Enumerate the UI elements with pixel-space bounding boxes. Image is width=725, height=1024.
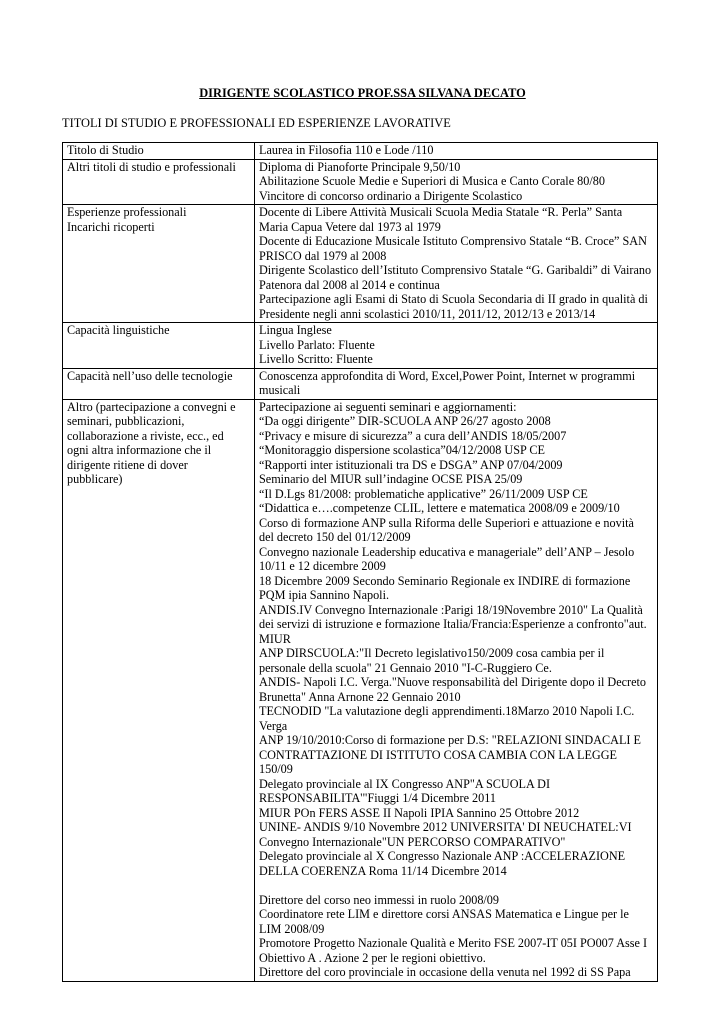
row-value-line: MIUR <box>259 631 291 646</box>
row-value-line: MIUR POn FERS ASSE II Napoli IPIA Sannino 25 Ottobre 2012 <box>259 805 580 820</box>
row-label-cell <box>63 159 255 205</box>
row-value-line: Laurea in Filosofia 110 e Lode /110 <box>259 143 434 157</box>
row-value-line: musicali <box>259 383 301 397</box>
table-row <box>63 368 658 399</box>
row-value-line: Corso di formazione ANP sulla Riforma delle Superiori e attuazione e novità <box>259 515 634 530</box>
row-label-line: dirigente ritiene di dover <box>67 457 188 472</box>
blank-line <box>259 878 654 893</box>
row-label-line: Titolo di Studio <box>67 143 144 157</box>
row-value-line: “Rapporti inter istituzionali tra DS e DSGA” ANP 07/04/2009 <box>259 457 563 472</box>
row-value-line: ANDIS- Napoli I.C. Verga."Nuove responsabilità del Dirigente dopo il Decreto <box>259 675 646 689</box>
row-label-line: Esperienze professionali <box>67 205 187 219</box>
row-value-line: Vincitore di concorso ordinario a Dirigente Scolastico <box>259 188 523 203</box>
row-value-line: TECNODID "La valutazione degli apprendimenti.18Marzo 2010 Napoli I.C. <box>259 704 635 718</box>
row-value-cell <box>255 205 658 323</box>
table-row <box>63 205 658 323</box>
row-label-line: Capacità nell’uso delle tecnologie <box>67 368 233 383</box>
row-value-line: Verga <box>259 718 288 733</box>
table-row <box>63 159 658 205</box>
row-label-line: collaborazione a riviste, ecc., ed <box>67 428 224 443</box>
row-value-line: personale della scuola" 21 Gennaio 2010 "I-C-Ruggiero Ce. <box>259 660 552 675</box>
row-value-line: “Monitoraggio dispersione scolastica”04/12/2008 USP CE <box>259 443 545 457</box>
row-value-line: Livello Scritto: Fluente <box>259 352 373 366</box>
row-label-line: ogni altra informazione che il <box>67 443 212 457</box>
row-value-line: del decreto 150 del 01/12/2009 <box>259 530 411 544</box>
row-value-line: 150/09 <box>259 762 293 776</box>
row-label-cell <box>63 143 255 160</box>
table-row <box>63 143 658 160</box>
row-value-line: Convegno nazionale Leadership educativa e manageriale” dell’ANP – Jesolo <box>259 544 635 559</box>
document-subtitle: TITOLI DI STUDIO E PROFESSIONALI ED ESPERIENZE LAVORATIVE <box>62 116 451 130</box>
row-value-line: PRISCO dal 1979 al 2008 <box>259 248 387 263</box>
row-label-line: Capacità linguistiche <box>67 323 170 337</box>
row-value-line: Livello Parlato: Fluente <box>259 337 375 352</box>
row-value-line: “Privacy e misure di sicurezza” a cura dell’ANDIS 18/05/2007 <box>259 428 567 443</box>
row-value-line: Direttore del coro provinciale in occasione della venuta nel 1992 di SS Papa <box>259 965 631 979</box>
table-row <box>63 399 658 981</box>
row-label-line: Incarichi ricoperti <box>67 219 155 234</box>
row-value-line: “Didattica e….competenze CLIL, lettere e matematica 2008/09 e 2009/10 <box>259 501 620 515</box>
row-value-line: Docente di Educazione Musicale Istituto Comprensivo Statale “B. Croce” SAN <box>259 234 647 248</box>
row-label-cell <box>63 399 255 981</box>
row-value-line: Maria Capua Vetere dal 1973 al 1979 <box>259 219 441 234</box>
row-value-line: 18 Dicembre 2009 Secondo Seminario Regionale ex INDIRE di formazione <box>259 573 631 588</box>
row-value-cell <box>255 399 658 981</box>
row-value-line: Conoscenza approfondita di Word, Excel,Power Point, Internet w programmi <box>259 368 636 383</box>
row-value-line: ANDIS.IV Convegno Internazionale :Parigi 18/19Novembre 2010" La Qualità <box>259 602 643 617</box>
row-value-cell <box>255 323 658 369</box>
row-value-cell <box>255 368 658 399</box>
table-row <box>63 323 658 369</box>
row-value-line: Presidente negli anni scolastici 2010/11, 2011/12, 2012/13 e 2013/14 <box>259 306 596 321</box>
row-value-line: Direttore del corso neo immessi in ruolo 2008/09 <box>259 892 499 907</box>
row-value-line: UNINE- ANDIS 9/10 Novembre 2012 UNIVERSITA' DI NEUCHATEL:VI <box>259 820 632 834</box>
row-value-line: Dirigente Scolastico dell’Istituto Comprensivo Statale “G. Garibaldi” di Vairano <box>259 263 652 277</box>
document-title: DIRIGENTE SCOLASTICO PROF.SSA SILVANA DECATO <box>199 86 526 100</box>
row-value-line: DELLA COERENZA Roma 11/14 Dicembre 2014 <box>259 863 507 878</box>
row-value-line: Brunetta" Anna Arnone 22 Gennaio 2010 <box>259 689 461 704</box>
row-label-cell <box>63 205 255 323</box>
row-value-line: Obiettivo A . Azione 2 per le regioni obiettivo. <box>259 950 486 965</box>
row-value-line: CONTRATTAZIONE DI ISTITUTO COSA CAMBIA CON LA LEGGE <box>259 747 617 762</box>
row-label-line: seminari, pubblicazioni, <box>67 414 185 428</box>
row-value-line: Seminario del MIUR sull’indagine OCSE PISA 25/09 <box>259 472 523 486</box>
row-value-line: Coordinatore rete LIM e direttore corsi ANSAS Matematica e Lingue per le <box>259 907 629 921</box>
row-value-cell <box>255 143 658 160</box>
row-value-line: Docente di Libere Attività Musicali Scuola Media Statale “R. Perla” Santa <box>259 205 623 219</box>
row-label-line: Altro (partecipazione a convegni e <box>67 399 236 414</box>
row-label-line: pubblicare) <box>67 472 123 486</box>
row-value-line: “Il D.Lgs 81/2008: problematiche applicative” 26/11/2009 USP CE <box>259 486 588 501</box>
row-value-line: Delegato provinciale al IX Congresso ANP"A SCUOLA DI <box>259 776 551 791</box>
row-value-line: dei servizi di istruzione e formazione Italia/Francia:Esperienze a confronto"aut. <box>259 617 647 631</box>
row-value-cell <box>255 159 658 205</box>
row-value-line: “Da oggi dirigente” DIR-SCUOLA ANP 26/27 agosto 2008 <box>259 414 551 428</box>
cv-table <box>62 142 658 982</box>
row-value-line: LIM 2008/09 <box>259 921 325 936</box>
row-value-line: RESPONSABILITA'"Fiuggi 1/4 Dicembre 2011 <box>259 791 496 805</box>
row-value-line: Patenora dal 2008 al 2014 e continua <box>259 277 440 292</box>
row-value-line: PQM ipia Sannino Napoli. <box>259 588 389 602</box>
row-value-line: Convegno Internazionale"UN PERCORSO COMPARATIVO" <box>259 834 566 849</box>
row-label-cell <box>63 368 255 399</box>
row-value-line: Delegato provinciale al X Congresso Nazionale ANP :ACCELERAZIONE <box>259 849 626 863</box>
row-value-line: ANP 19/10/2010:Corso di formazione per D.S: "RELAZIONI SINDACALI E <box>259 733 641 747</box>
row-value-line: 10/11 e 12 dicembre 2009 <box>259 559 386 573</box>
row-label-cell <box>63 323 255 369</box>
row-value-line: Promotore Progetto Nazionale Qualità e Merito FSE 2007-IT 05I PO007 Asse I <box>259 936 648 950</box>
cv-table-body <box>63 143 658 982</box>
row-value-line: Partecipazione ai seguenti seminari e aggiornamenti: <box>259 399 517 414</box>
row-label-line: Altri titoli di studio e professionali <box>67 159 236 174</box>
row-value-line: Diploma di Pianoforte Principale 9,50/10 <box>259 159 461 174</box>
row-value-line: ANP DIRSCUOLA:"Il Decreto legislativo150/2009 cosa cambia per il <box>259 646 605 660</box>
row-value-line: Lingua Inglese <box>259 323 332 337</box>
row-value-line: Abilitazione Scuole Medie e Superiori di Musica e Canto Corale 80/80 <box>259 174 605 188</box>
row-value-line: Partecipazione agli Esami di Stato di Scuola Secondaria di II grado in qualità di <box>259 292 648 306</box>
